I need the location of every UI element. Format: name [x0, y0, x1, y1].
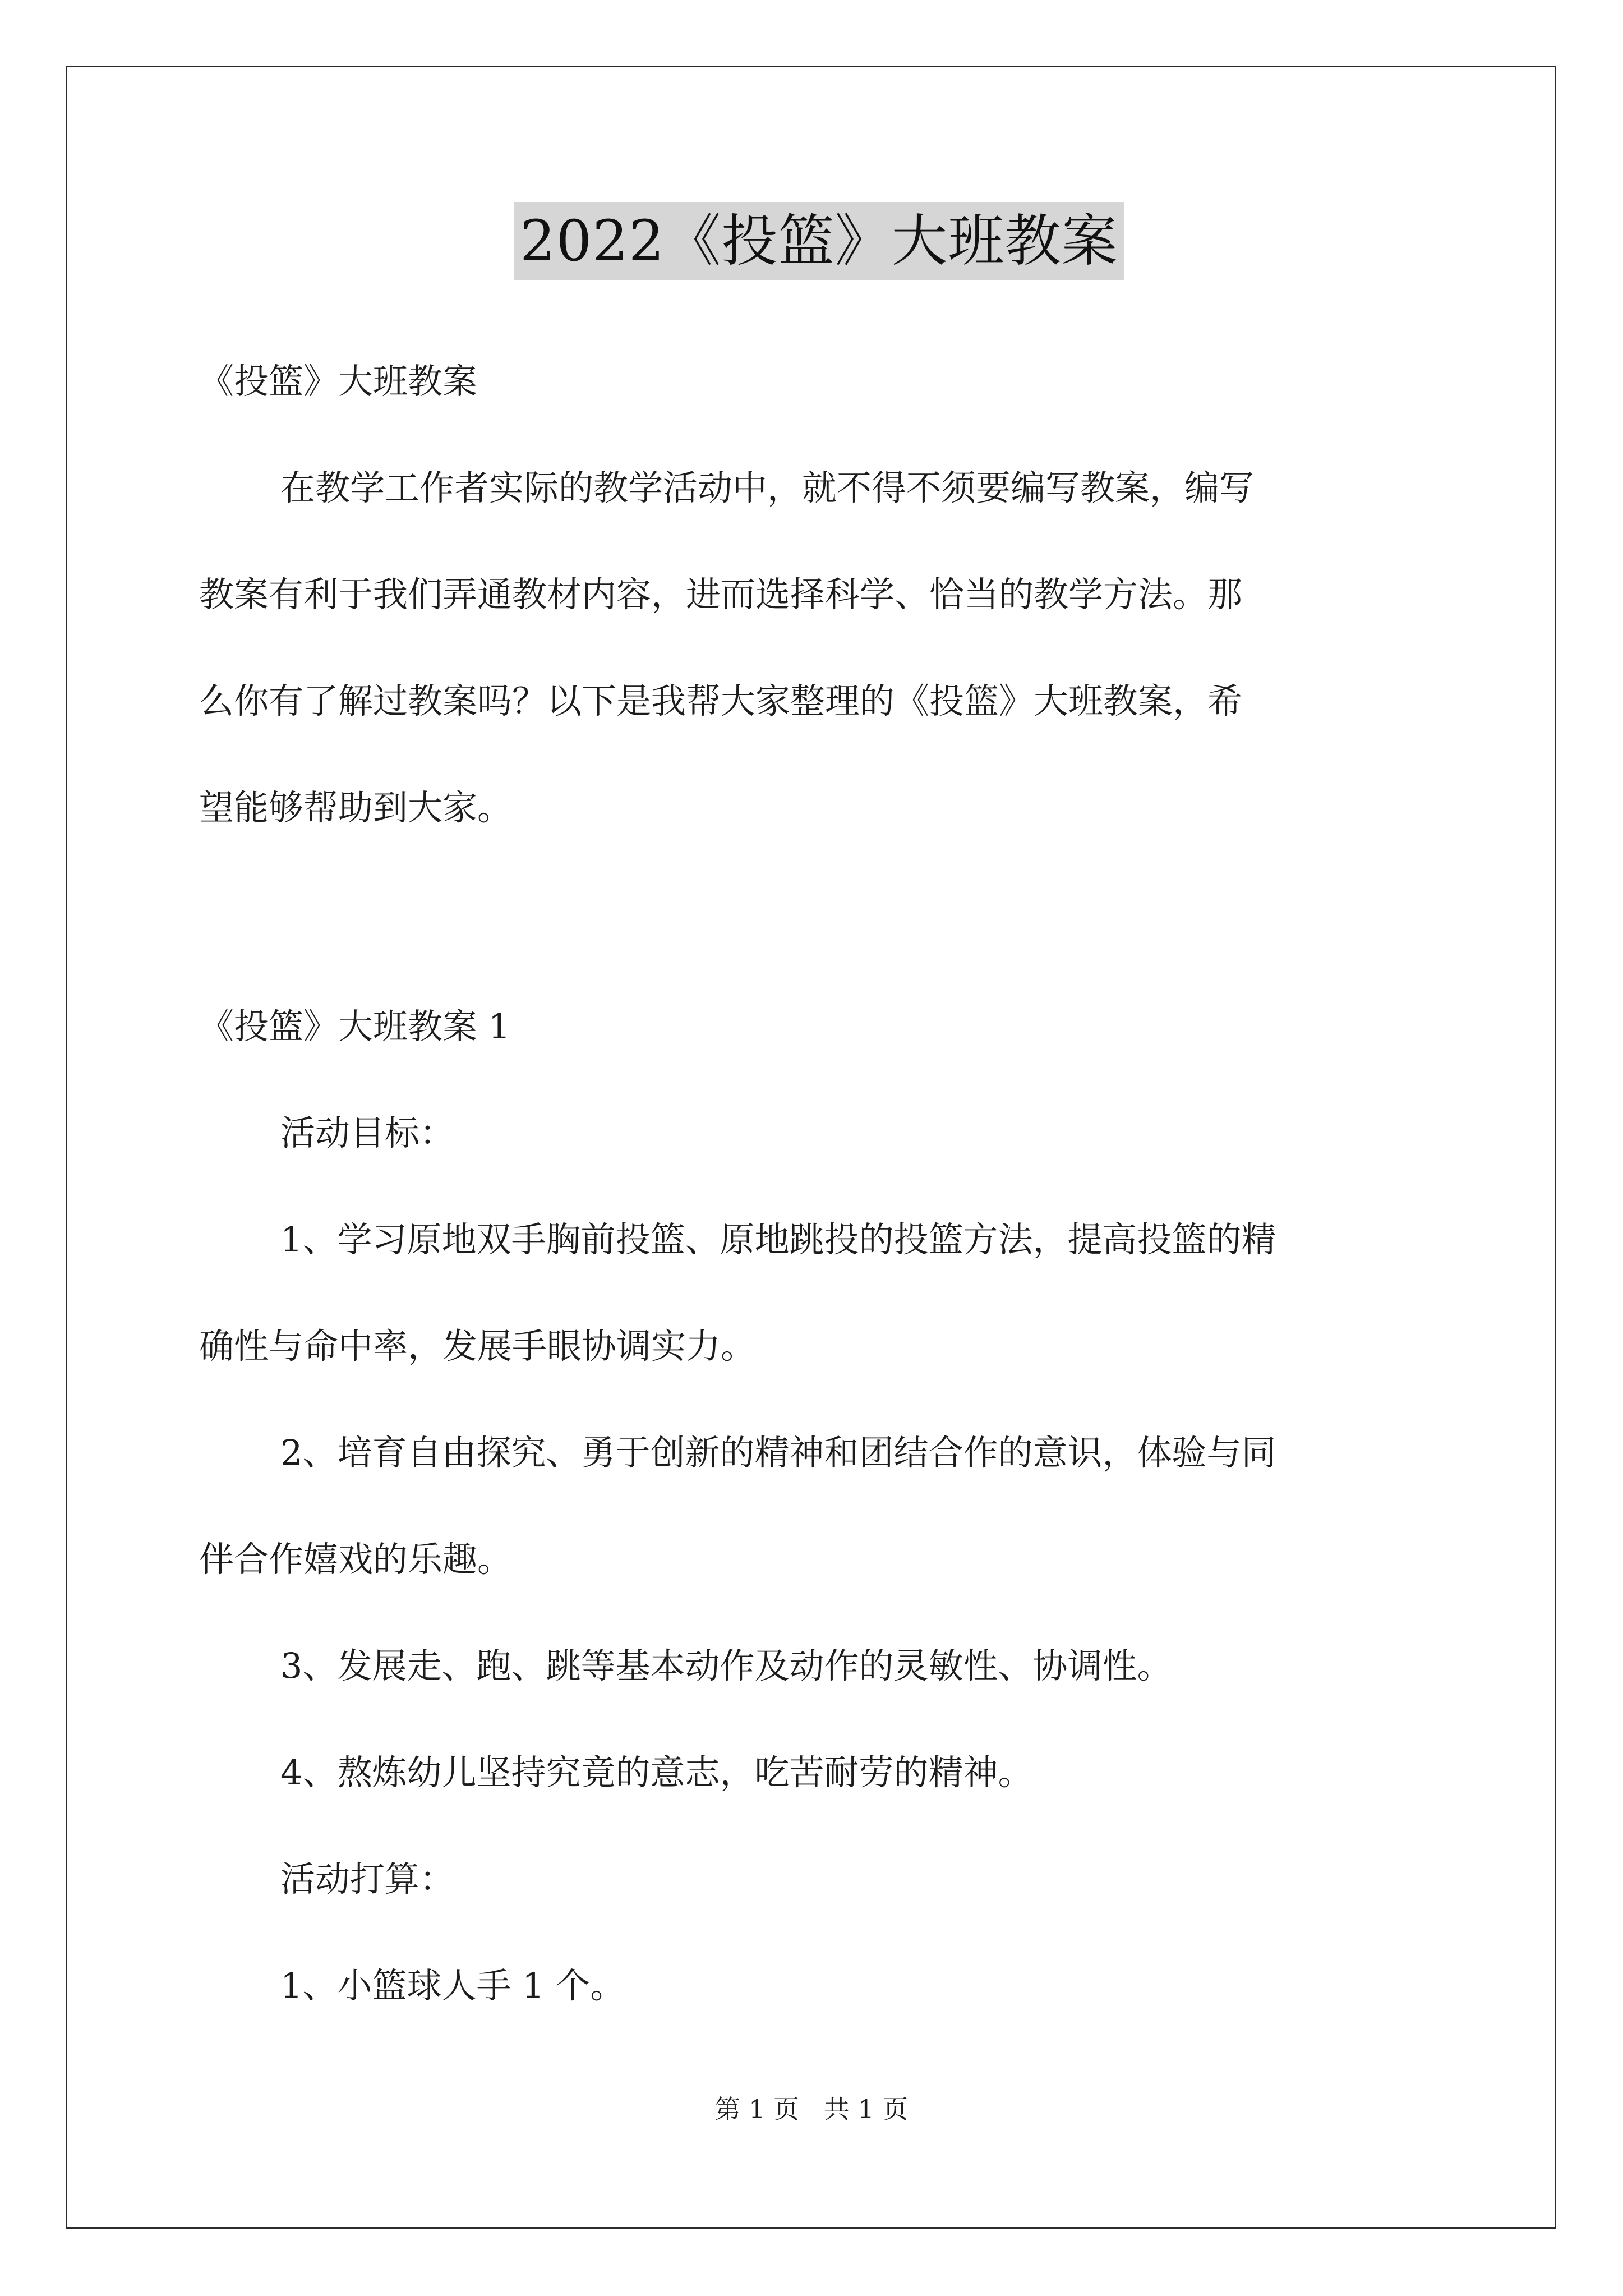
intro-line-3: 么你有了解过教案吗？以下是我帮大家整理的《投篮》大班教案，希 [199, 680, 1243, 721]
goal-line-2: 确性与命中率，发展手眼协调实力。 [199, 1326, 756, 1366]
page-number-footer: 第 1 页 共 1 页 [714, 2094, 909, 2124]
section-heading: 《投篮》大班教案 1 [199, 1006, 511, 1047]
goal-line-6: 4、熬炼幼儿坚持究竟的意志，吃苦耐劳的精神。 [280, 1752, 1033, 1793]
intro-line-1: 在教学工作者实际的教学活动中，就不得不须要编写教案，编写 [280, 467, 1255, 508]
prep-label: 活动打算： [280, 1858, 455, 1899]
goal-line-5: 3、发展走、跑、跳等基本动作及动作的灵敏性、协调性。 [280, 1645, 1172, 1686]
goal-line-4: 伴合作嬉戏的乐趣。 [199, 1539, 513, 1580]
intro-line-2: 教案有利于我们弄通教材内容，进而选择科学、恰当的教学方法。那 [199, 574, 1243, 615]
prep-line-1: 1、小篮球人手 1 个。 [280, 1965, 625, 2006]
intro-line-4: 望能够帮助到大家。 [199, 787, 513, 828]
document-subtitle: 《投篮》大班教案 [199, 361, 478, 402]
goals-label: 活动目标： [280, 1112, 455, 1153]
goal-line-3: 2、培育自由探究、勇于创新的精神和团结合作的意识，体验与同 [280, 1432, 1276, 1473]
document-title: 2022《投篮》大班教案 [514, 202, 1124, 280]
goal-line-1: 1、学习原地双手胸前投篮、原地跳投的投篮方法，提高投篮的精 [280, 1219, 1276, 1260]
